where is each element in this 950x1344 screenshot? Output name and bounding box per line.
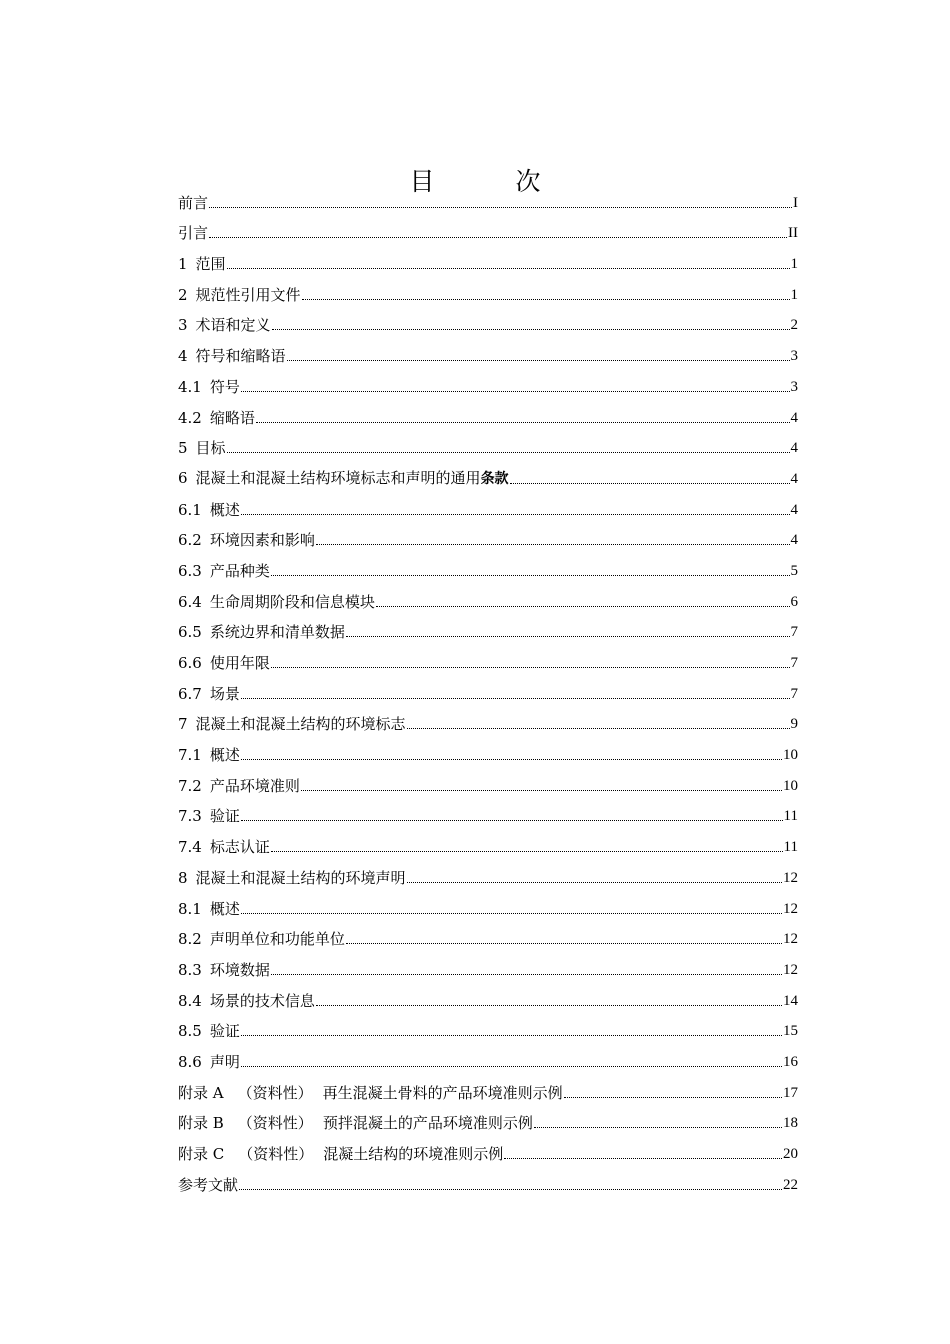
- toc-entry[interactable]: [178, 1164, 798, 1195]
- toc-entry-number: 7.4: [178, 838, 202, 857]
- toc-entry-number: 6.3: [178, 561, 202, 580]
- toc-entry-page-number: 10: [783, 747, 798, 764]
- toc-entry-text: 再生混凝土骨料的产品环境准则示例: [322, 1083, 563, 1102]
- toc-entry[interactable]: [178, 826, 798, 857]
- toc-entry-page-number: 6: [790, 593, 798, 610]
- toc-entry-label: [178, 315, 271, 335]
- toc-entry-text: 前言: [178, 193, 209, 212]
- toc-entry-label: [178, 561, 270, 581]
- toc-dot-leader: [241, 759, 782, 760]
- toc-entry[interactable]: [178, 612, 798, 643]
- toc-entry-text: 概述: [209, 500, 240, 519]
- toc-dot-leader: [316, 1005, 782, 1006]
- toc-entry-text: 环境数据: [209, 960, 270, 979]
- toc-entry-number: 附录 C: [178, 1145, 225, 1163]
- toc-dot-leader: [302, 299, 790, 300]
- toc-dot-leader: [241, 698, 790, 699]
- toc-entry-text: 术语和定义: [195, 316, 271, 335]
- toc-dot-leader: [504, 1158, 782, 1159]
- toc-dot-leader: [346, 943, 782, 944]
- toc-entry-text: 规范性引用文件: [195, 285, 301, 304]
- toc-entry-label: [178, 684, 240, 704]
- toc-entry-text: 验证: [209, 1022, 240, 1041]
- toc-entry[interactable]: [178, 274, 798, 305]
- toc-entry-text: 混凝土和混凝土结构环境标志和声明的通用: [195, 468, 481, 487]
- page-title: 目 次: [409, 166, 569, 196]
- toc-dot-leader: [271, 575, 790, 576]
- toc-entry-label: [178, 468, 509, 489]
- toc-entry-label: [178, 1021, 240, 1041]
- toc-entry[interactable]: [178, 182, 798, 213]
- toc-entry-number: 7: [178, 715, 188, 734]
- toc-dot-leader: [241, 1035, 782, 1036]
- toc-entry-label: [178, 806, 240, 826]
- toc-entry-text: 概述: [209, 746, 240, 765]
- toc-entry-page-number: 9: [790, 716, 798, 733]
- toc-dot-leader: [241, 391, 790, 392]
- toc-entry-annex-type: （资料性）: [237, 1083, 313, 1102]
- toc-entry-label: [178, 193, 208, 213]
- toc-entry-page-number: 7: [790, 624, 798, 641]
- toc-entry[interactable]: [178, 765, 798, 796]
- toc-entry-page-number: 12: [783, 931, 798, 948]
- toc-entry[interactable]: [178, 673, 798, 704]
- toc-entry-number: 5: [178, 439, 188, 458]
- toc-dot-leader: [407, 728, 790, 729]
- toc-entry-text: 符号: [209, 377, 240, 396]
- toc-entry-page-number: 11: [783, 808, 798, 825]
- toc-entry-number: 6.7: [178, 684, 202, 703]
- toc-dot-leader: [227, 452, 790, 453]
- toc-entry-text: 引言: [178, 224, 209, 243]
- toc-entry-page-number: 7: [790, 685, 798, 702]
- toc-entry[interactable]: [178, 397, 798, 428]
- toc-entry[interactable]: [178, 734, 798, 765]
- toc-entry-label: [178, 991, 315, 1011]
- toc-dot-leader: [534, 1127, 782, 1128]
- toc-entry-text: 缩略语: [209, 408, 255, 427]
- toc-dot-leader: [301, 790, 782, 791]
- toc-entry-number: 8.4: [178, 991, 202, 1010]
- toc-entry-number: 附录 B: [178, 1114, 224, 1133]
- toc-entry-number: 附录 A: [178, 1083, 224, 1102]
- toc-entry-annex-type: （资料性）: [237, 1114, 313, 1133]
- toc-entry-page-number: 1: [790, 256, 798, 273]
- toc-dot-leader: [241, 1066, 782, 1067]
- toc-entry-number: 8.6: [178, 1052, 202, 1071]
- toc-entry[interactable]: [178, 428, 798, 459]
- toc-entry[interactable]: [178, 796, 798, 827]
- toc-entry-annex-type: （资料性）: [238, 1145, 314, 1163]
- toc-entry[interactable]: [178, 919, 798, 950]
- toc-entry[interactable]: [178, 213, 798, 244]
- toc-entry-number: 6.6: [178, 654, 202, 672]
- toc-entry[interactable]: [178, 305, 798, 336]
- toc-entry-page-number: 4: [790, 501, 798, 518]
- toc-dot-leader: [271, 851, 783, 852]
- toc-entry-page-number: 14: [783, 992, 798, 1009]
- toc-entry-page-number: 17: [783, 1084, 798, 1101]
- toc-entry-page-number: 7: [790, 655, 798, 671]
- toc-entry-text-emphasis: 条款: [480, 470, 509, 487]
- toc-entry-text: 标志认证: [209, 838, 270, 857]
- toc-entry-label: [178, 285, 301, 305]
- toc-entry-label: [178, 254, 226, 274]
- toc-entry-text: 范围: [195, 255, 226, 274]
- toc-entry-number: 6.5: [178, 623, 202, 642]
- toc-entry-text: 系统边界和清单数据: [209, 623, 345, 642]
- toc-dot-leader: [346, 636, 790, 637]
- toc-dot-leader: [510, 483, 790, 484]
- toc-dot-leader: [227, 268, 790, 269]
- toc-entry-number: 7.2: [178, 776, 202, 795]
- toc-entry[interactable]: [178, 1103, 798, 1134]
- toc-entry-text: 声明: [209, 1052, 240, 1071]
- toc-entry-text: 目标: [195, 439, 226, 458]
- toc-entry-number: 6: [178, 468, 188, 487]
- toc-entry-page-number: 4: [790, 532, 798, 549]
- toc-entry-page-number: 1: [790, 286, 798, 303]
- toc-entry-label: [178, 438, 226, 458]
- toc-entry-text: 场景的技术信息: [209, 991, 315, 1010]
- toc-entry[interactable]: [178, 888, 798, 919]
- toc-entry-number: 1: [178, 255, 188, 274]
- toc-entry[interactable]: [178, 550, 798, 581]
- toc-dot-leader: [407, 882, 782, 883]
- toc-dot-leader: [564, 1097, 782, 1098]
- toc-entry[interactable]: [178, 704, 798, 735]
- toc-entry-number: 7.1: [178, 746, 202, 765]
- toc-entry[interactable]: [178, 366, 798, 397]
- toc-entry-label: [178, 653, 270, 673]
- toc-entry-number: 8: [178, 868, 188, 887]
- toc-entry-number: 2: [178, 285, 188, 304]
- toc-entry[interactable]: [178, 520, 798, 551]
- toc-entry-label: [178, 592, 375, 612]
- toc-entry-text: 使用年限: [209, 654, 270, 672]
- toc-entry-label: [178, 714, 406, 734]
- toc-entry-page-number: II: [788, 225, 798, 242]
- toc-dot-leader: [241, 913, 782, 914]
- toc-dot-leader: [209, 207, 792, 208]
- toc-entry-number: 4.2: [178, 408, 202, 427]
- toc-entry-label: [178, 837, 270, 857]
- toc-entry-label: [178, 530, 315, 550]
- toc-entry-label: [178, 745, 240, 765]
- toc-entry[interactable]: [178, 642, 798, 673]
- toc-entry-page-number: 4: [790, 409, 798, 426]
- toc-entry-text: 环境因素和影响: [209, 531, 315, 550]
- toc-entry-label: [178, 960, 270, 980]
- toc-entry-number: 6.2: [178, 531, 202, 550]
- toc-entry-page-number: 18: [783, 1115, 798, 1132]
- table-of-contents: [178, 182, 798, 1195]
- toc-entry-text: 产品环境准则: [209, 776, 300, 795]
- toc-entry-label: [178, 929, 345, 949]
- toc-dot-leader: [287, 360, 790, 361]
- toc-entry-page-number: 12: [783, 900, 798, 917]
- toc-dot-leader: [241, 820, 783, 821]
- toc-entry[interactable]: [178, 980, 798, 1011]
- toc-dot-leader: [256, 422, 790, 423]
- toc-entry-text: 混凝土结构的环境准则示例: [323, 1145, 504, 1163]
- toc-entry-text: 参考文献: [178, 1175, 239, 1194]
- toc-entry-page-number: 16: [783, 1053, 798, 1070]
- toc-entry[interactable]: [178, 949, 798, 980]
- toc-entry-text: 产品种类: [209, 561, 270, 580]
- toc-entry[interactable]: [178, 1133, 798, 1164]
- toc-entry-label: [178, 1113, 533, 1133]
- toc-entry-number: 8.1: [178, 899, 202, 918]
- toc-dot-leader: [272, 329, 790, 330]
- toc-entry-number: 4: [178, 347, 188, 366]
- toc-entry-text: 声明单位和功能单位: [209, 930, 345, 949]
- toc-entry[interactable]: [178, 243, 798, 274]
- toc-entry-page-number: 11: [783, 839, 798, 856]
- toc-entry-text: 概述: [209, 899, 240, 918]
- toc-entry[interactable]: [178, 857, 798, 888]
- toc-entry-text: 预拌混凝土的产品环境准则示例: [322, 1114, 533, 1133]
- toc-entry-number: 8.2: [178, 930, 202, 949]
- toc-entry-page-number: 3: [790, 348, 798, 365]
- toc-entry-number: 6.1: [178, 500, 202, 519]
- toc-dot-leader: [271, 974, 782, 975]
- toc-entry-text: 符号和缩略语: [195, 347, 286, 366]
- toc-entry-page-number: 3: [790, 378, 798, 395]
- toc-entry-page-number: 12: [783, 961, 798, 978]
- toc-entry-page-number: 5: [790, 562, 798, 579]
- toc-entry-label: [178, 346, 286, 366]
- toc-entry-number: 3: [178, 316, 188, 335]
- toc-entry-label: [178, 377, 240, 397]
- toc-entry-page-number: 15: [783, 1023, 798, 1040]
- toc-entry[interactable]: [178, 1011, 798, 1042]
- toc-entry-label: [178, 1052, 240, 1072]
- toc-entry-text: 验证: [209, 807, 240, 826]
- toc-dot-leader: [316, 544, 790, 545]
- toc-entry-label: [178, 776, 300, 796]
- toc-dot-leader: [376, 606, 790, 607]
- toc-entry[interactable]: [178, 581, 798, 612]
- toc-entry-label: [178, 622, 345, 642]
- toc-entry-page-number: 12: [783, 869, 798, 886]
- toc-entry-label: [178, 500, 240, 520]
- toc-entry-label: [178, 1083, 563, 1103]
- toc-entry-page-number: 2: [790, 317, 798, 334]
- toc-entry-number: 7.3: [178, 807, 202, 826]
- toc-entry-page-number: I: [793, 194, 798, 211]
- toc-entry-number: 8.5: [178, 1022, 202, 1041]
- toc-entry[interactable]: [178, 458, 798, 489]
- toc-entry-label: [178, 868, 406, 888]
- toc-entry-page-number: 20: [783, 1146, 798, 1162]
- toc-entry-page-number: 4: [790, 440, 798, 457]
- toc-entry-page-number: 10: [783, 777, 798, 794]
- toc-entry-text: 混凝土和混凝土结构的环境声明: [195, 868, 406, 887]
- toc-entry-number: 8.3: [178, 960, 202, 979]
- toc-entry-label: [178, 408, 255, 428]
- toc-dot-leader: [271, 667, 790, 668]
- toc-dot-leader: [239, 1189, 782, 1190]
- toc-entry[interactable]: [178, 1072, 798, 1103]
- toc-entry-text: 混凝土和混凝土结构的环境标志: [195, 715, 406, 734]
- toc-entry-text: 场景: [209, 684, 240, 703]
- toc-entry-label: [178, 1175, 238, 1195]
- toc-entry-number: 6.4: [178, 592, 202, 611]
- toc-dot-leader: [241, 514, 790, 515]
- toc-dot-leader: [209, 237, 787, 238]
- toc-entry-text: 生命周期阶段和信息模块: [209, 592, 375, 611]
- toc-entry-label: [178, 1144, 503, 1164]
- toc-entry[interactable]: [178, 335, 798, 366]
- toc-entry-label: [178, 899, 240, 919]
- toc-entry-label: [178, 223, 208, 243]
- toc-entry-page-number: 22: [783, 1176, 798, 1193]
- toc-entry[interactable]: [178, 1041, 798, 1072]
- toc-entry-page-number: 4: [790, 470, 798, 487]
- toc-entry[interactable]: [178, 489, 798, 520]
- toc-entry-number: 4.1: [178, 377, 202, 396]
